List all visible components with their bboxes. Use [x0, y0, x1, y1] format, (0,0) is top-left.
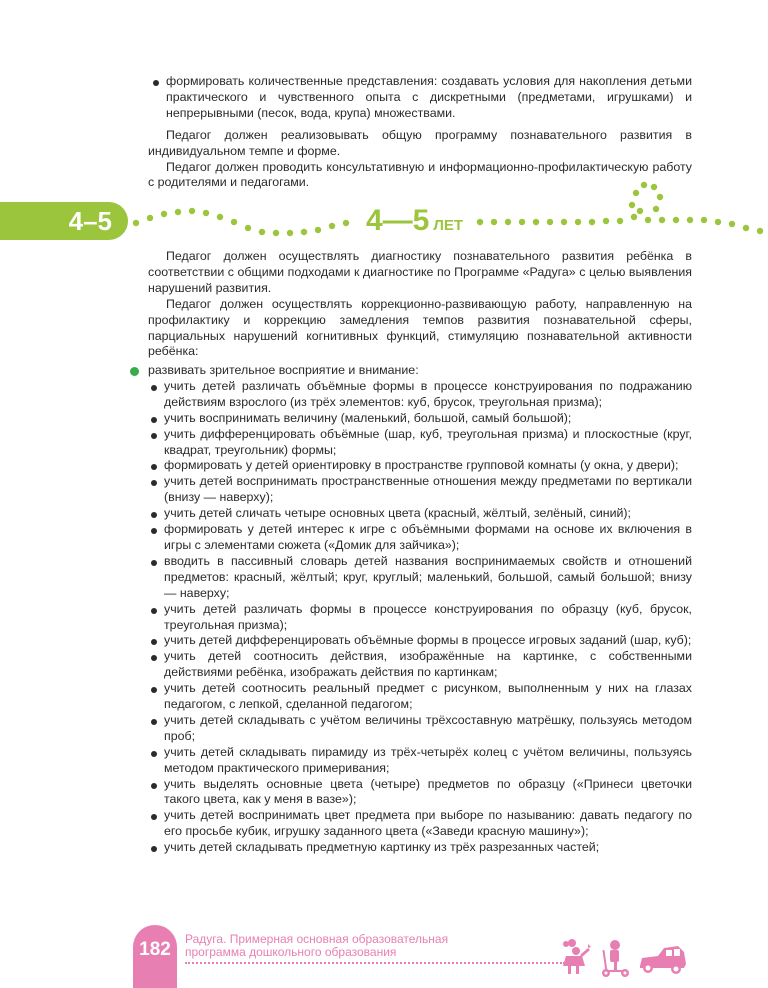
intro-paragraph: Педагог должен проводить консультативную и информационно-профилактическую работу с родителями и педагогами.: [148, 159, 692, 190]
girl-silhouette-icon: [563, 939, 591, 974]
decorative-dot: [231, 219, 237, 225]
body-paragraph: Педагог должен осуществлять диагностику познавательного развития ребёнка в соответствии с общими подходами к диагностике по Программе «Радуга» с целью выявления нарушений развития.: [148, 249, 692, 295]
decorative-dot: [687, 217, 693, 223]
decorative-dot: [133, 220, 139, 226]
sub-bullet-item: учить детей воспринимать пространственные отношения между предметами по вертикали (внизу — наверху);: [148, 474, 692, 506]
page-number-tab: [133, 925, 177, 988]
decorative-dot: [645, 217, 651, 223]
book-title: [185, 933, 448, 959]
page-number: 182: [139, 939, 171, 960]
decorative-dot: [477, 219, 483, 225]
decorative-dot: [203, 210, 209, 216]
decorative-dot: [757, 228, 763, 234]
decorative-dot: [161, 211, 167, 217]
decorative-dot: [743, 225, 749, 231]
sub-bullet-item: учить детей различать формы в процессе конструирования по образцу (куб, брусок, треугольная призма);: [148, 602, 692, 634]
sub-bullet-item: учить детей соотносить реальный предмет с рисунком, выполненным у них на глазах педагогом, с лепкой, сделанной педагогом;: [148, 681, 692, 713]
child-on-scooter-icon: [602, 940, 629, 977]
decorative-dot: [245, 225, 251, 231]
decorative-dot: [273, 230, 279, 236]
sub-bullet-item: учить воспринимать величину (маленький, большой, самый большой);: [148, 411, 692, 427]
decorative-dot: [329, 223, 335, 229]
sub-bullet-item: учить детей соотносить действия, изображённые на картинке, с собственными действиями ребёнка, изображать действия по картинкам;: [148, 649, 692, 681]
decorative-dot: [603, 218, 609, 224]
decorative-dot: [575, 219, 581, 225]
decorative-dot: [175, 209, 181, 215]
footer-dotted-rule: [185, 962, 565, 964]
decorative-dot: [491, 219, 497, 225]
decorative-dot: [217, 214, 223, 220]
sub-bullet-item: учить выделять основные цвета (четыре) предметов по образцу («Принеси цветочки такого цвета, как у меня в вазе»);: [148, 777, 692, 809]
sub-bullet-item: учить детей складывать пирамиду из трёх-четырёх колец с учётом величины, пользуясь методом практического примеривания;: [148, 745, 692, 777]
sub-bullet-item: учить детей воспринимать цвет предмета при выборе по называнию: давать педагогу по его просьбе кубик, игрушку заданного цвета («Заведи красную машину»);: [148, 808, 692, 840]
car-icon: [640, 946, 686, 974]
footer-illustrations: [558, 938, 698, 978]
sub-bullet-item: формировать у детей ориентировку в пространстве групповой комнаты (у окна, у двери);: [148, 458, 692, 474]
decorative-dot: [641, 182, 647, 188]
decorative-dot: [617, 218, 623, 224]
intro-bullet: формировать количественные представления: создавать условия для накопления детьми практического и чувственного опыта с дискретными (предметами, игрушками) и непрерывными (песок, вода, крупа) множествами.: [148, 74, 692, 122]
sub-bullet-item: учить детей сличать четыре основных цвета (красный, жёлтый, зелёный, синий);: [148, 506, 692, 522]
decorative-dot: [589, 219, 595, 225]
decorative-dot: [651, 184, 657, 190]
section-tab: [0, 202, 128, 240]
main-bullet-block: [122, 363, 692, 856]
decorative-dot: [631, 214, 637, 220]
section-title: [366, 204, 463, 243]
section-title-suffix: ЛЕТ: [433, 217, 464, 234]
sub-bullet-item: учить дифференцировать объёмные (шар, куб, треугольная призма) и плоскостные (круг, квадрат, треугольник) формы;: [148, 427, 692, 459]
decorative-dot: [259, 229, 265, 235]
decorative-dot: [629, 202, 635, 208]
decorative-dot: [505, 219, 511, 225]
sub-bullet-item: вводить в пассивный словарь детей названия воспринимаемых свойств и отношений предметов: красный, жёлтый; круг, круглый; маленький, большой, самый большой; внизу — наверху;: [148, 554, 692, 602]
decorative-dot: [301, 229, 307, 235]
sub-bullet-item: учить детей различать объёмные формы в процессе конструирования по подражанию действиям взрослого (из трёх элементов: куб, брусок, треугольная призма);: [148, 379, 692, 411]
sub-bullet-list: [122, 379, 692, 856]
decorative-dot: [659, 217, 665, 223]
decorative-dot: [673, 217, 679, 223]
decorative-dot: [561, 219, 567, 225]
decorative-dot: [519, 219, 525, 225]
body-block: [148, 249, 692, 366]
section-title-number: 4—5: [366, 204, 430, 237]
decorative-dot: [637, 208, 643, 214]
decorative-dot: [287, 230, 293, 236]
decorative-dot: [147, 215, 153, 221]
intro-paragraph: Педагог должен реализовывать общую программу познавательного развития в индивидуальном темпе и форме.: [148, 127, 692, 158]
book-title-line: программа дошкольного образования: [185, 945, 397, 959]
decorative-dot: [547, 219, 553, 225]
decorative-dot: [633, 190, 639, 196]
decorative-dot: [653, 206, 659, 212]
book-title-line: Радуга. Примерная основная образовательная: [185, 932, 449, 946]
sub-bullet-item: формировать у детей интерес к игре с объёмными формами на основе их включения в игры с элементами сюжета («Домик для зайчика»);: [148, 522, 692, 554]
decorative-dot: [315, 227, 321, 233]
body-paragraph: Педагог должен осуществлять коррекционно-развивающую работу, направленную на профилактику и коррекцию замедления темпов развития познавательной сферы, парциальных нарушений когнитивных функций, стимуляцию познавательной активности ребёнка:: [148, 296, 692, 359]
decorative-dot: [701, 217, 707, 223]
sub-bullet-item: учить детей дифференцировать объёмные формы в процессе игровых заданий (шар, куб);: [148, 633, 692, 649]
decorative-dot: [343, 220, 349, 226]
main-bullet: развивать зрительное восприятие и внимание:: [122, 363, 692, 379]
sub-bullet-item: учить детей складывать с учётом величины трёхсоставную матрёшку, пользуясь методом проб;: [148, 713, 692, 745]
decorative-dot: [533, 219, 539, 225]
section-tab-label: 4–5: [68, 205, 112, 236]
decorative-dot: [715, 219, 721, 225]
decorative-dot: [189, 208, 195, 214]
sub-bullet-item: учить детей складывать предметную картинку из трёх разрезанных частей;: [148, 840, 692, 856]
decorative-dot: [657, 194, 663, 200]
decorative-dot: [729, 221, 735, 227]
